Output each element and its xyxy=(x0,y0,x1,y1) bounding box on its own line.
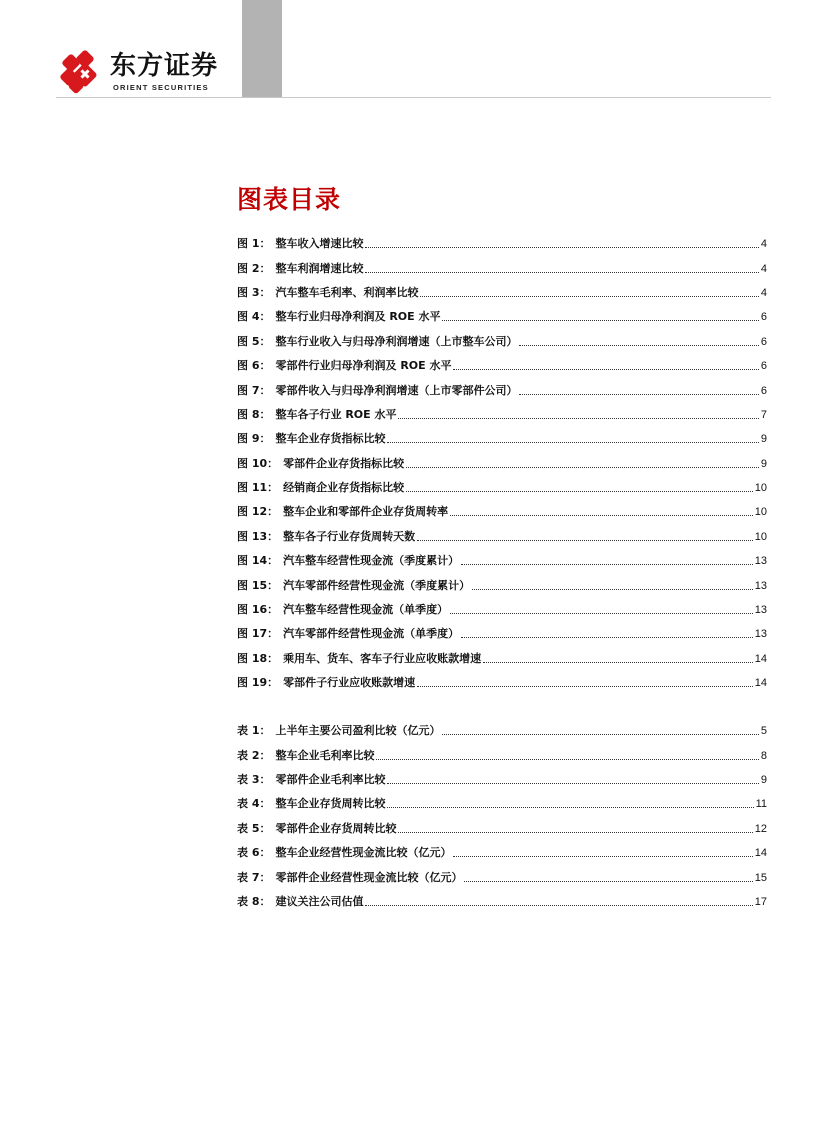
toc-figure-entry[interactable] xyxy=(237,354,767,378)
toc-page-number: 10 xyxy=(754,482,767,495)
toc-entry-title: 汽车整车经营性现金流（季度累计） xyxy=(283,554,460,568)
toc-entry-label: 图 1： xyxy=(237,237,271,251)
toc-dot-leader xyxy=(519,344,758,346)
toc-page-number: 10 xyxy=(754,506,767,519)
toc-entry-title: 汽车整车经营性现金流（单季度） xyxy=(283,603,449,617)
toc-entry-title: 汽车整车毛利率、利润率比较 xyxy=(275,285,419,299)
toc-page-number: 10 xyxy=(754,530,767,543)
toc-entry-label: 图 12： xyxy=(237,505,279,519)
toc-entry-label: 图 2： xyxy=(237,261,271,275)
toc-entry-label: 图 17： xyxy=(237,627,279,641)
toc-entry-title: 整车企业和零部件企业存货周转率 xyxy=(283,505,449,519)
toc-figure-entry[interactable] xyxy=(237,427,767,451)
toc-page-number: 8 xyxy=(760,749,767,762)
toc-entry-title: 零部件企业存货指标比较 xyxy=(283,456,405,470)
toc-figure-entry[interactable] xyxy=(237,232,767,256)
toc-figure-entry[interactable] xyxy=(237,622,767,646)
toc-table-entry[interactable] xyxy=(237,865,767,889)
toc-entry-label: 表 2： xyxy=(237,748,271,762)
toc-dot-leader xyxy=(472,588,753,590)
toc-entry-label: 图 18： xyxy=(237,651,279,665)
toc-entry-label: 图 13： xyxy=(237,529,279,543)
toc-figure-entry[interactable] xyxy=(237,281,767,305)
toc-entry-title: 整车收入增速比较 xyxy=(275,237,364,251)
toc-figure-entry[interactable] xyxy=(237,525,767,549)
logo-chinese-name: 东方证券 xyxy=(110,51,219,81)
toc-entry-title: 整车行业归母净利润及 ROE 水平 xyxy=(275,310,441,324)
toc-entry-label: 表 6： xyxy=(237,846,271,860)
toc-entry-label: 图 8： xyxy=(237,407,271,421)
toc-entry-label: 图 3： xyxy=(237,285,271,299)
toc-entry-title: 乘用车、货车、客车子行业应收账款增速 xyxy=(283,651,482,665)
toc-dot-leader xyxy=(376,758,758,760)
toc-entry-label: 表 3： xyxy=(237,772,271,786)
toc-entry-label: 图 10： xyxy=(237,456,279,470)
toc-entry-title: 零部件企业毛利率比较 xyxy=(275,772,386,786)
toc-entry-label: 图 4： xyxy=(237,310,271,324)
toc-dot-leader xyxy=(365,246,758,248)
toc-page-number: 5 xyxy=(760,725,767,738)
toc-figure-entry[interactable] xyxy=(237,598,767,622)
toc-entry-title: 汽车零部件经营性现金流（单季度） xyxy=(283,627,460,641)
toc-figure-entry[interactable] xyxy=(237,256,767,280)
toc-entry-label: 图 7： xyxy=(237,383,271,397)
toc-dot-leader xyxy=(519,393,758,395)
toc-figure-entry[interactable] xyxy=(237,305,767,329)
toc-figure-entry[interactable] xyxy=(237,403,767,427)
toc-page-number: 12 xyxy=(754,822,767,835)
toc-dot-leader xyxy=(365,904,752,906)
toc-entry-label: 图 14： xyxy=(237,554,279,568)
header-divider xyxy=(56,97,771,98)
toc-entry-title: 整车企业存货周转比较 xyxy=(275,797,386,811)
toc-entry-title: 零部件企业经营性现金流比较（亿元） xyxy=(275,870,463,884)
toc-page-number: 4 xyxy=(760,262,767,275)
toc-entry-title: 零部件企业存货周转比较 xyxy=(275,821,397,835)
toc-dot-leader xyxy=(398,831,752,833)
toc-entry-title: 零部件子行业应收账款增速 xyxy=(283,676,416,690)
toc-dot-leader xyxy=(483,661,753,663)
table-list xyxy=(237,719,767,914)
toc-figure-entry[interactable] xyxy=(237,549,767,573)
toc-page-number: 17 xyxy=(754,895,767,908)
toc-page-number: 6 xyxy=(760,360,767,373)
toc-dot-leader xyxy=(461,563,753,565)
toc-page-number: 6 xyxy=(760,335,767,348)
toc-heading: 图表目录 xyxy=(237,185,342,214)
toc-entry-label: 图 5： xyxy=(237,334,271,348)
toc-figure-entry[interactable] xyxy=(237,378,767,402)
toc-dot-leader xyxy=(406,490,753,492)
toc-entry-title: 零部件收入与归母净利润增速（上市零部件公司） xyxy=(275,383,518,397)
toc-entry-title: 整车企业存货指标比较 xyxy=(275,432,386,446)
toc-page-number: 15 xyxy=(754,871,767,884)
toc-page-number: 7 xyxy=(760,408,767,421)
toc-dot-leader xyxy=(406,466,759,468)
toc-figure-entry[interactable] xyxy=(237,671,767,695)
logo-english-name: ORIENT SECURITIES xyxy=(113,83,209,92)
toc-entry-title: 整车各子行业存货周转天数 xyxy=(283,529,416,543)
toc-dot-leader xyxy=(387,806,753,808)
toc-dot-leader xyxy=(453,368,758,370)
toc-entry-title: 建议关注公司估值 xyxy=(275,894,364,908)
company-logo xyxy=(58,48,228,94)
toc-dot-leader xyxy=(365,271,758,273)
toc-entry-label: 表 8： xyxy=(237,894,271,908)
toc-entry-label: 表 1： xyxy=(237,724,271,738)
toc-dot-leader xyxy=(450,514,753,516)
toc-dot-leader xyxy=(453,855,752,857)
toc-entry-title: 零部件行业归母净利润及 ROE 水平 xyxy=(275,359,452,373)
toc-page-number: 9 xyxy=(760,773,767,786)
figure-list xyxy=(237,232,767,695)
toc-dot-leader xyxy=(398,417,758,419)
toc-table-entry[interactable] xyxy=(237,743,767,767)
toc-entry-label: 表 5： xyxy=(237,821,271,835)
toc-entry-label: 图 19： xyxy=(237,676,279,690)
toc-entry-label: 图 16： xyxy=(237,603,279,617)
toc-entry-label: 图 9： xyxy=(237,432,271,446)
toc-table-entry[interactable] xyxy=(237,841,767,865)
toc-page-number: 9 xyxy=(760,457,767,470)
toc-entry-title: 整车行业收入与归母净利润增速（上市整车公司） xyxy=(275,334,518,348)
toc-entry-label: 表 7： xyxy=(237,870,271,884)
toc-table-entry[interactable] xyxy=(237,792,767,816)
toc-page-number: 4 xyxy=(760,286,767,299)
toc-dot-leader xyxy=(450,612,753,614)
toc-table-entry[interactable] xyxy=(237,890,767,914)
toc-page-number: 6 xyxy=(760,311,767,324)
toc-page-number: 11 xyxy=(755,798,767,811)
toc-entry-title: 经销商企业存货指标比较 xyxy=(283,481,405,495)
header-decor-bar xyxy=(242,0,282,97)
toc-dot-leader xyxy=(387,782,758,784)
toc-page-number: 4 xyxy=(760,238,767,251)
toc-entry-title: 整车各子行业 ROE 水平 xyxy=(275,407,397,421)
toc-page-number: 13 xyxy=(754,604,767,617)
toc-page-number: 14 xyxy=(754,847,767,860)
toc-page-number: 13 xyxy=(754,579,767,592)
toc-page-number: 13 xyxy=(754,555,767,568)
toc-dot-leader xyxy=(442,733,758,735)
toc-dot-leader xyxy=(417,685,753,687)
toc-entry-title: 汽车零部件经营性现金流（季度累计） xyxy=(283,578,471,592)
toc-entry-title: 上半年主要公司盈利比较（亿元） xyxy=(275,724,441,738)
toc-entry-label: 图 15： xyxy=(237,578,279,592)
toc-entry-label: 表 4： xyxy=(237,797,271,811)
toc-figure-entry[interactable] xyxy=(237,500,767,524)
toc-page-number: 14 xyxy=(754,677,767,690)
toc-table-entry[interactable] xyxy=(237,768,767,792)
toc-entry-label: 图 11： xyxy=(237,481,279,495)
toc-entry-title: 整车利润增速比较 xyxy=(275,261,364,275)
toc-figure-entry[interactable] xyxy=(237,330,767,354)
toc-entry-title: 整车企业毛利率比较 xyxy=(275,748,375,762)
toc-dot-leader xyxy=(420,295,758,297)
toc-figure-entry[interactable] xyxy=(237,573,767,597)
toc-dot-leader xyxy=(442,319,758,321)
toc-entry-title: 整车企业经营性现金流比较（亿元） xyxy=(275,846,452,860)
toc-figure-entry[interactable] xyxy=(237,452,767,476)
toc-dot-leader xyxy=(464,880,752,882)
toc-figure-entry[interactable] xyxy=(237,647,767,671)
toc-page-number: 6 xyxy=(760,384,767,397)
toc-page-number: 13 xyxy=(754,628,767,641)
toc-page-number: 14 xyxy=(754,652,767,665)
toc-dot-leader xyxy=(461,636,753,638)
orient-logo-icon xyxy=(58,50,104,96)
toc-figure-entry[interactable] xyxy=(237,476,767,500)
toc-dot-leader xyxy=(387,441,758,443)
toc-entry-label: 图 6： xyxy=(237,359,271,373)
toc-page-number: 9 xyxy=(760,433,767,446)
toc-table-entry[interactable] xyxy=(237,719,767,743)
toc-table-entry[interactable] xyxy=(237,817,767,841)
toc-dot-leader xyxy=(417,539,753,541)
